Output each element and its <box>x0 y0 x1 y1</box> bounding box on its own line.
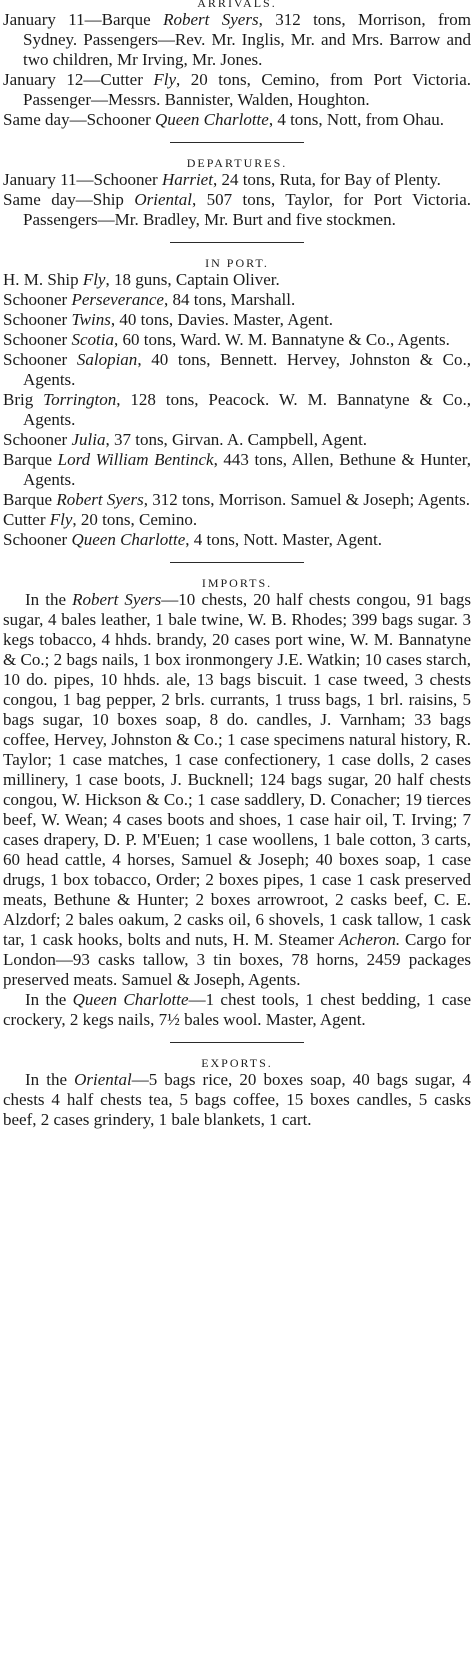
in-port-entry <box>3 450 471 490</box>
cargo-list: —1 chest tools, 1 chest bedding, 1 case crockery, 2 kegs nails, 7½ bales wool. Master, Agent. <box>3 990 471 1029</box>
in-port-list <box>3 270 471 550</box>
section-divider <box>170 142 304 143</box>
arrival-details: , 312 tons, Morrison, from Sydney. Passengers—Rev. Mr. Inglis, Mr. and Mrs. Barrow and two children, Mr Irving, Mr. Jones. <box>23 10 472 69</box>
vessel-type: Schooner <box>3 530 72 549</box>
departure-details: , 24 tons, Ruta, for Bay of Plenty. <box>212 170 441 189</box>
vessel-details: , 60 tons, Ward. W. M. Bannatyne & Co., Agents. <box>113 330 450 349</box>
vessel-name: Julia <box>71 430 106 449</box>
arrivals-list <box>3 10 471 130</box>
in-port-entry <box>3 350 471 390</box>
vessel-details: , 443 tons, Allen, Bethune & Hunter, Agents. <box>23 450 471 489</box>
arrival-date: Same day—Schooner <box>3 110 156 129</box>
vessel-name: Robert Syers <box>72 590 162 609</box>
vessel-name: Twins <box>71 310 111 329</box>
imports-paragraph <box>3 590 471 990</box>
exports-body <box>3 1070 471 1130</box>
departure-date: Same day—Ship <box>3 190 135 209</box>
vessel-name: Lord William Bentinck <box>57 450 214 469</box>
arrival-details: , 20 tons, Cemino, from Port Victoria. Passenger—Messrs. Bannister, Walden, Houghton. <box>23 70 471 109</box>
departure-date: January 11—Schooner <box>3 170 162 189</box>
imports-paragraph <box>3 990 471 1030</box>
vessel-name: Queen Charlotte <box>72 990 189 1009</box>
cargo-list: —10 chests, 20 half chests congou, 91 bags sugar, 4 bales leather, 1 bale twine, W. B. Rhodes; 399 bags sugar. 3 kegs tobacco, 4 hhds. brandy, 20 cases port wine, W. M. Bannatyne & Co.; 2 bags nails, 1 box ironmongery J.E. Watkin; 10 cases starch, 10 do. pipes, 10 hhds. ale, 13 bags biscuit. 1 case tweed, 3 chests congou, 1 bag pepper, 2 brls. currants, 1 truss bags, 1 brl. raisins, 5 bags sugar, 10 boxes soap, 8 do. candles, J. Varnham; 33 bags coffee, Hervey, Johnston & Co.; 1 case specimens natural history, R. Taylor; 1 case matches, 1 case confectionery, 1 case dolls, 2 cases millinery, 1 case boots, J. Bucknell; 124 bags sugar, 20 half chests congou, W. Hickson & Co.; 1 case saddlery, D. Conacher; 19 tierces beef, W. Wean; 4 cases boots and shoes, 1 case hair oil, T. Irving; 7 cases drapery, D. P. M'Euen; 1 case woollens, 1 bale cotton, 3 carts, 60 head cattle, 4 horses, Samuel & Joseph; 40 boxes soap, 1 case drugs, 1 box tobacco, Order; 2 boxes pipes, 1 case 1 cask preserved meats, Bethune & Hunter; 2 boxes arrowroot, 2 casks beef, C. E. Alzdorf; 2 bales oakum, 2 casks oil, 6 shovels, 1 cask tallow, 1 cask tar, 1 cask hooks, bolts and nuts, H. M. Steamer <box>3 590 471 949</box>
vessel-type: Brig <box>3 390 44 409</box>
arrival-date: January 11—Barque <box>3 10 164 29</box>
exports-heading: EXPORTS. <box>201 1056 273 1070</box>
vessel-details: , 40 tons, Davies. Master, Agent. <box>110 310 334 329</box>
vessel-name: Fly <box>153 70 177 89</box>
departure-details: , 507 tons, Taylor, for Port Victoria. Passengers—Mr. Bradley, Mr. Burt and five stockmen. <box>23 190 471 229</box>
imports-heading: IMPORTS. <box>201 576 273 590</box>
arrival-entry <box>3 10 471 70</box>
vessel-details: , 312 tons, Morrison. Samuel & Joseph; Agents. <box>143 490 470 509</box>
vessel-name: Scotia <box>71 330 114 349</box>
vessel-name: Salopian <box>76 350 138 369</box>
departures-heading: DEPARTURES. <box>186 156 288 170</box>
arrivals-heading: ARRIVALS. <box>197 0 277 10</box>
vessel-name: Robert Syers <box>163 10 259 29</box>
vessel-details: , 18 guns, Captain Oliver. <box>105 270 280 289</box>
section-divider <box>170 242 304 243</box>
exports-intro: In the <box>25 1070 75 1089</box>
arrival-details: , 4 tons, Nott, from Ohau. <box>268 110 445 129</box>
cargo-list: —5 bags rice, 20 boxes soap, 40 bags sugar, 4 chests 4 half chests tea, 5 bags coffee, 15 boxes candles, 5 casks beef, 2 cases grindery, 1 bale blankets, 1 cart. <box>3 1070 471 1129</box>
vessel-type: Schooner <box>3 310 72 329</box>
vessel-name: Robert Syers <box>56 490 144 509</box>
vessel-name: Acheron. <box>338 930 401 949</box>
imports-intro: In the <box>25 590 73 609</box>
vessel-type: Barque <box>3 490 57 509</box>
in-port-entry <box>3 390 471 430</box>
vessel-name: Queen Charlotte <box>71 530 186 549</box>
vessel-details: , 128 tons, Peacock. W. M. Bannatyne & Co., Agents. <box>23 390 472 429</box>
in-port-entry <box>3 310 471 330</box>
vessel-details: , 4 tons, Nott. Master, Agent. <box>185 530 382 549</box>
exports-paragraph <box>3 1070 471 1130</box>
vessel-type: Barque <box>3 450 58 469</box>
vessel-type: Cutter <box>3 510 50 529</box>
in-port-entry <box>3 270 471 290</box>
vessel-name: Fly <box>49 510 73 529</box>
in-port-entry <box>3 490 471 510</box>
vessel-type: Schooner <box>3 290 72 309</box>
in-port-entry <box>3 330 471 350</box>
vessel-type: Schooner <box>3 350 77 369</box>
vessel-details: , 20 tons, Cemino. <box>72 510 198 529</box>
arrival-entry <box>3 70 471 110</box>
in-port-entry <box>3 530 471 550</box>
vessel-details: , 40 tons, Bennett. Hervey, Johnston & Co., Agents. <box>23 350 471 389</box>
in-port-entry <box>3 510 471 530</box>
vessel-name: Fly <box>82 270 106 289</box>
vessel-details: , 37 tons, Girvan. A. Campbell, Agent. <box>105 430 368 449</box>
in-port-entry <box>3 290 471 310</box>
arrival-entry <box>3 110 471 130</box>
arrival-date: January 12—Cutter <box>3 70 154 89</box>
vessel-name: Queen Charlotte <box>155 110 269 129</box>
in-port-heading: IN PORT. <box>205 256 269 270</box>
departures-list <box>3 170 471 230</box>
departure-entry <box>3 170 471 190</box>
vessel-type: Schooner <box>3 330 72 349</box>
imports-body <box>3 590 471 1030</box>
vessel-name: Perseverance <box>71 290 164 309</box>
vessel-details: , 84 tons, Marshall. <box>163 290 296 309</box>
imports-intro: In the <box>25 990 73 1009</box>
vessel-type: H. M. Ship <box>3 270 83 289</box>
vessel-name: Oriental <box>134 190 192 209</box>
section-divider <box>170 562 304 563</box>
vessel-type: Schooner <box>3 430 72 449</box>
section-divider <box>170 1042 304 1043</box>
in-port-entry <box>3 430 471 450</box>
cargo-list: Cargo for London—93 casks tallow, 3 tin boxes, 78 horns, 2459 packages preserved meats. Samuel & Joseph, Agents. <box>3 930 472 989</box>
vessel-name: Harriet <box>161 170 213 189</box>
departure-entry <box>3 190 471 230</box>
vessel-name: Oriental <box>74 1070 132 1089</box>
vessel-name: Torrington <box>43 390 117 409</box>
